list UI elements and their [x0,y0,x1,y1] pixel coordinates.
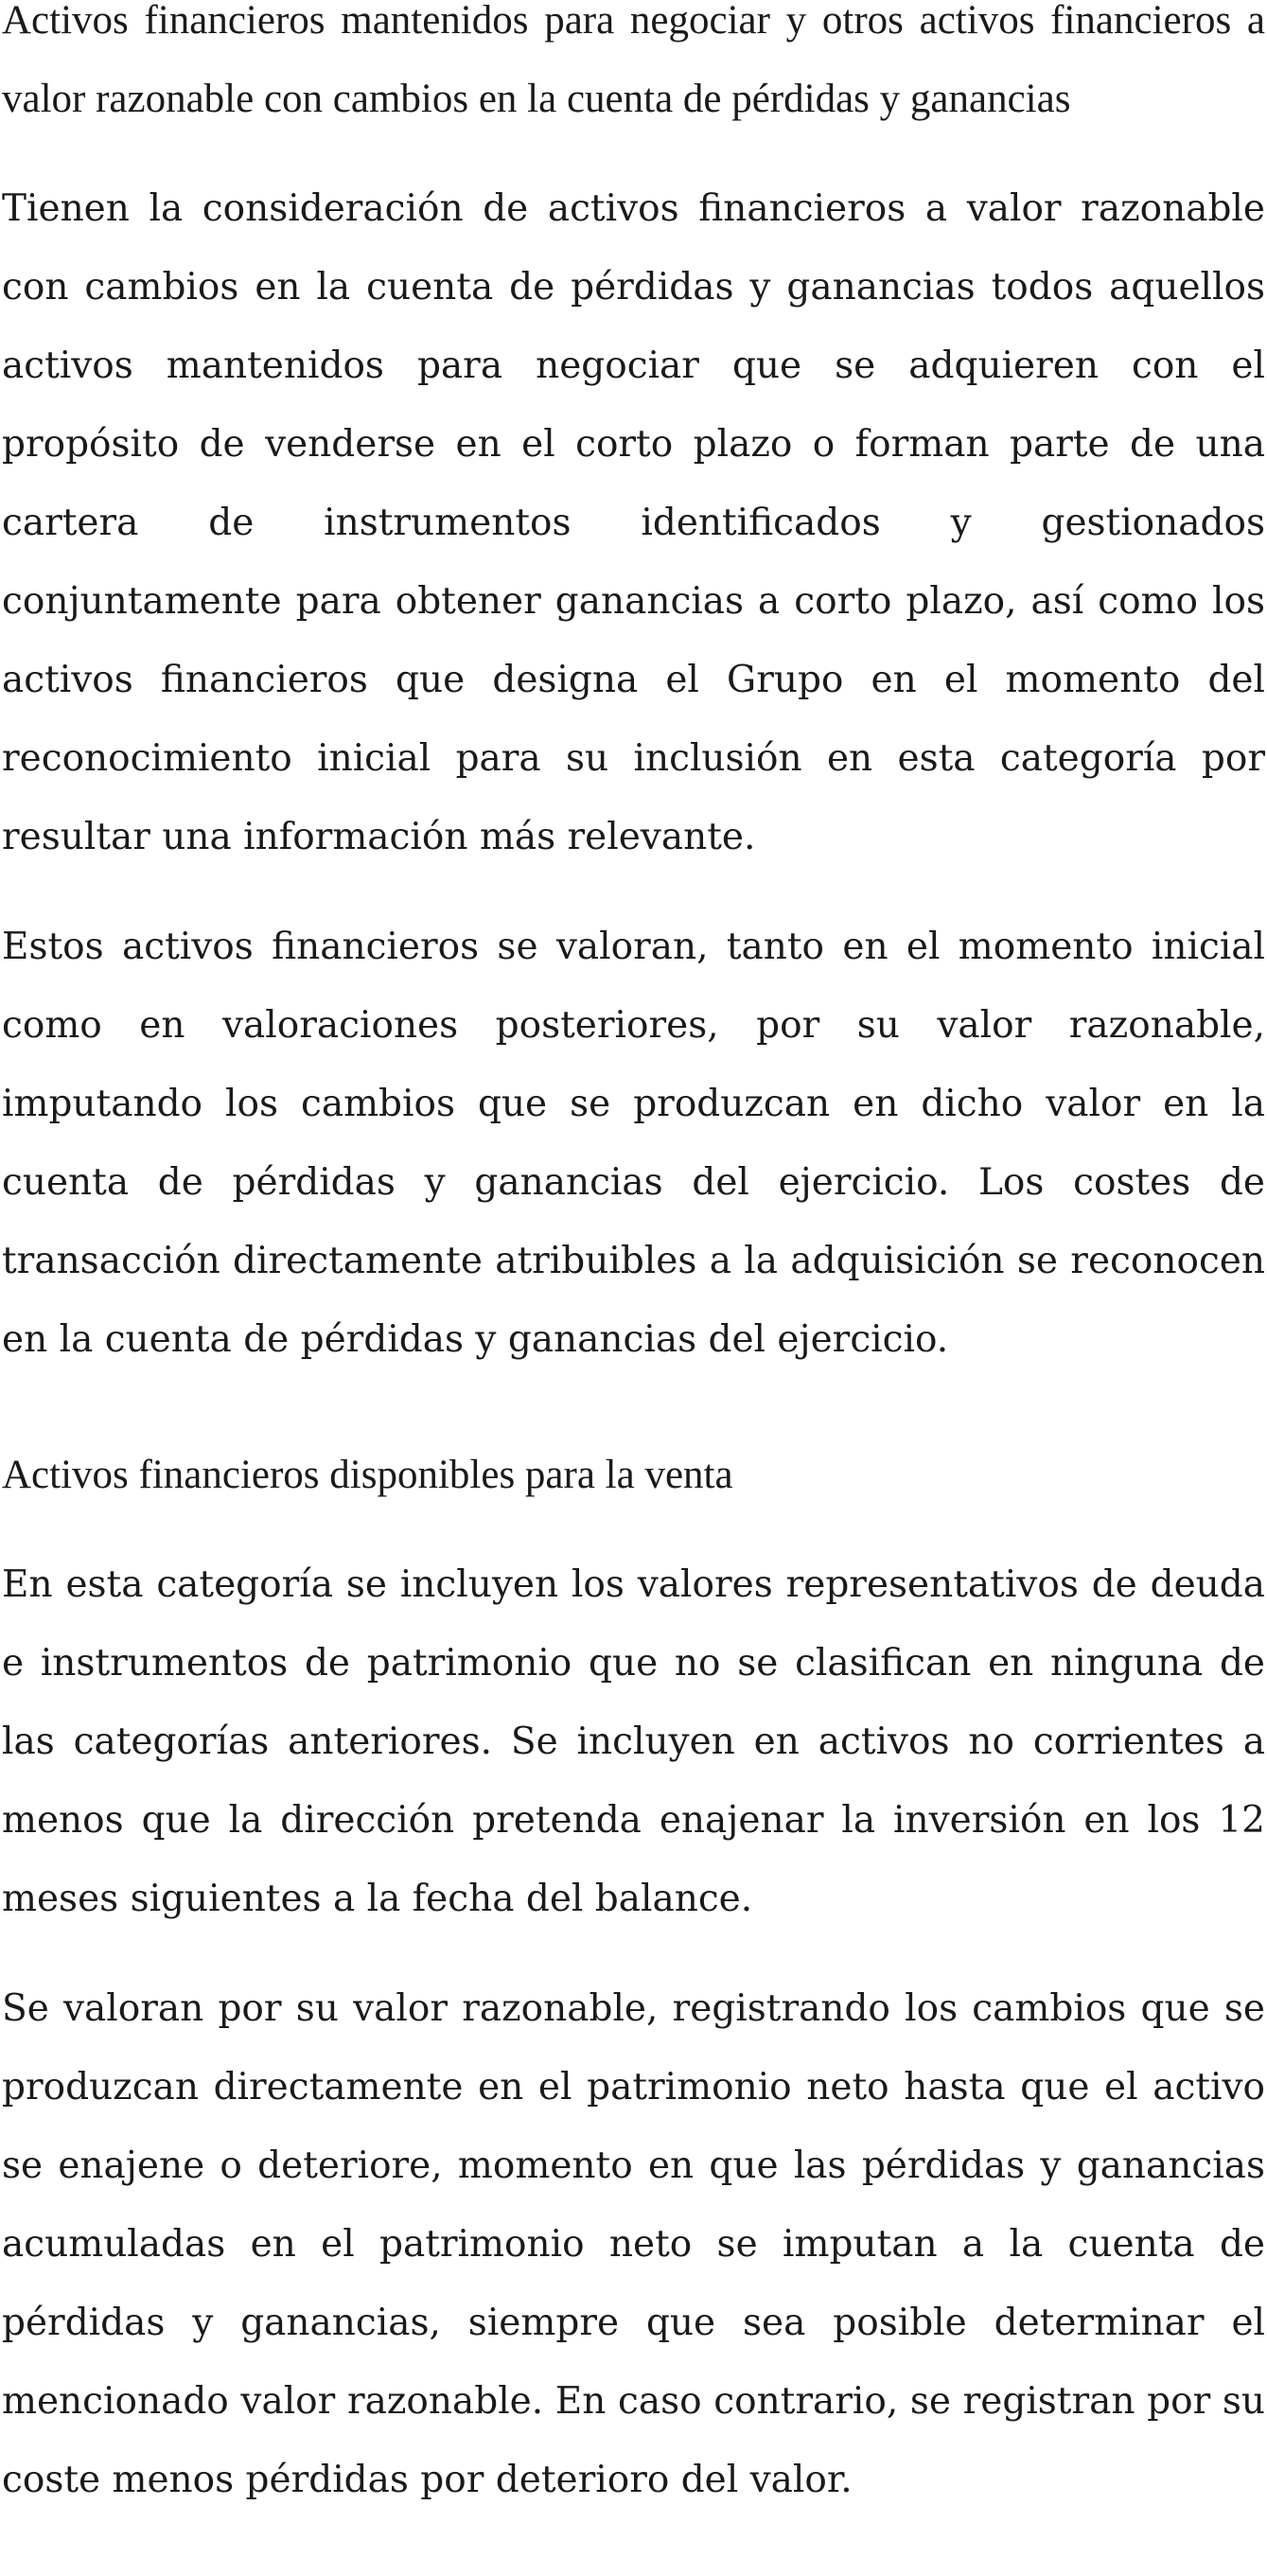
document-page [2,0,1265,2519]
section-heading-available-for-sale: Activos financieros disponibles para la venta [2,1453,733,1497]
paragraph-trading-definition: Tienen la consideración de activos financieros a valor razonable con cambios en la cuenta de pérdidas y ganancias todos aquellos activos mantenidos para negociar que se adquieren con el propósito de venderse en el corto plazo o forman parte de una cartera de instrumentos identificados y gestionados conjuntamente para obtener ganancias a corto plazo, así como los activos financieros que designa el Grupo en el momento del reconocimiento inicial para su inclusión en esta categoría por resultar una información más relevante. [2,187,1265,858]
paragraph-afs-valuation: Se valoran por su valor razonable, registrando los cambios que se produzcan directamente en el patrimonio neto hasta que el activo se enajene o deteriore, momento en que las pérdidas y ganancias acumuladas en el patrimonio neto se imputan a la cuenta de pérdidas y ganancias, siempre que sea posible determinar el mencionado valor razonable. En caso contrario, se registran por su coste menos pérdidas por deterioro del valor. [2,1987,1265,2501]
paragraph-trading-valuation: Estos activos financieros se valoran, tanto en el momento inicial como en valoraciones posteriores, por su valor razonable, imputando los cambios que se produzcan en dicho valor en la cuenta de pérdidas y ganancias del ejercicio. Los costes de transacción directamente atribuibles a la adquisición se reconocen en la cuenta de pérdidas y ganancias del ejercicio. [2,926,1265,1361]
section-heading-trading-assets: Activos financieros mantenidos para negociar y otros activos financieros a valor razonable con cambios en la cuenta de pérdidas y ganancias [2,0,1265,121]
paragraph-afs-definition: En esta categoría se incluyen los valores representativos de deuda e instrumentos de patrimonio que no se clasifican en ninguna de las categorías anteriores. Se incluyen en activos no corrientes a menos que la dirección pretenda enajenar la inversión en los 12 meses siguientes a la fecha del balance. [2,1563,1265,1920]
